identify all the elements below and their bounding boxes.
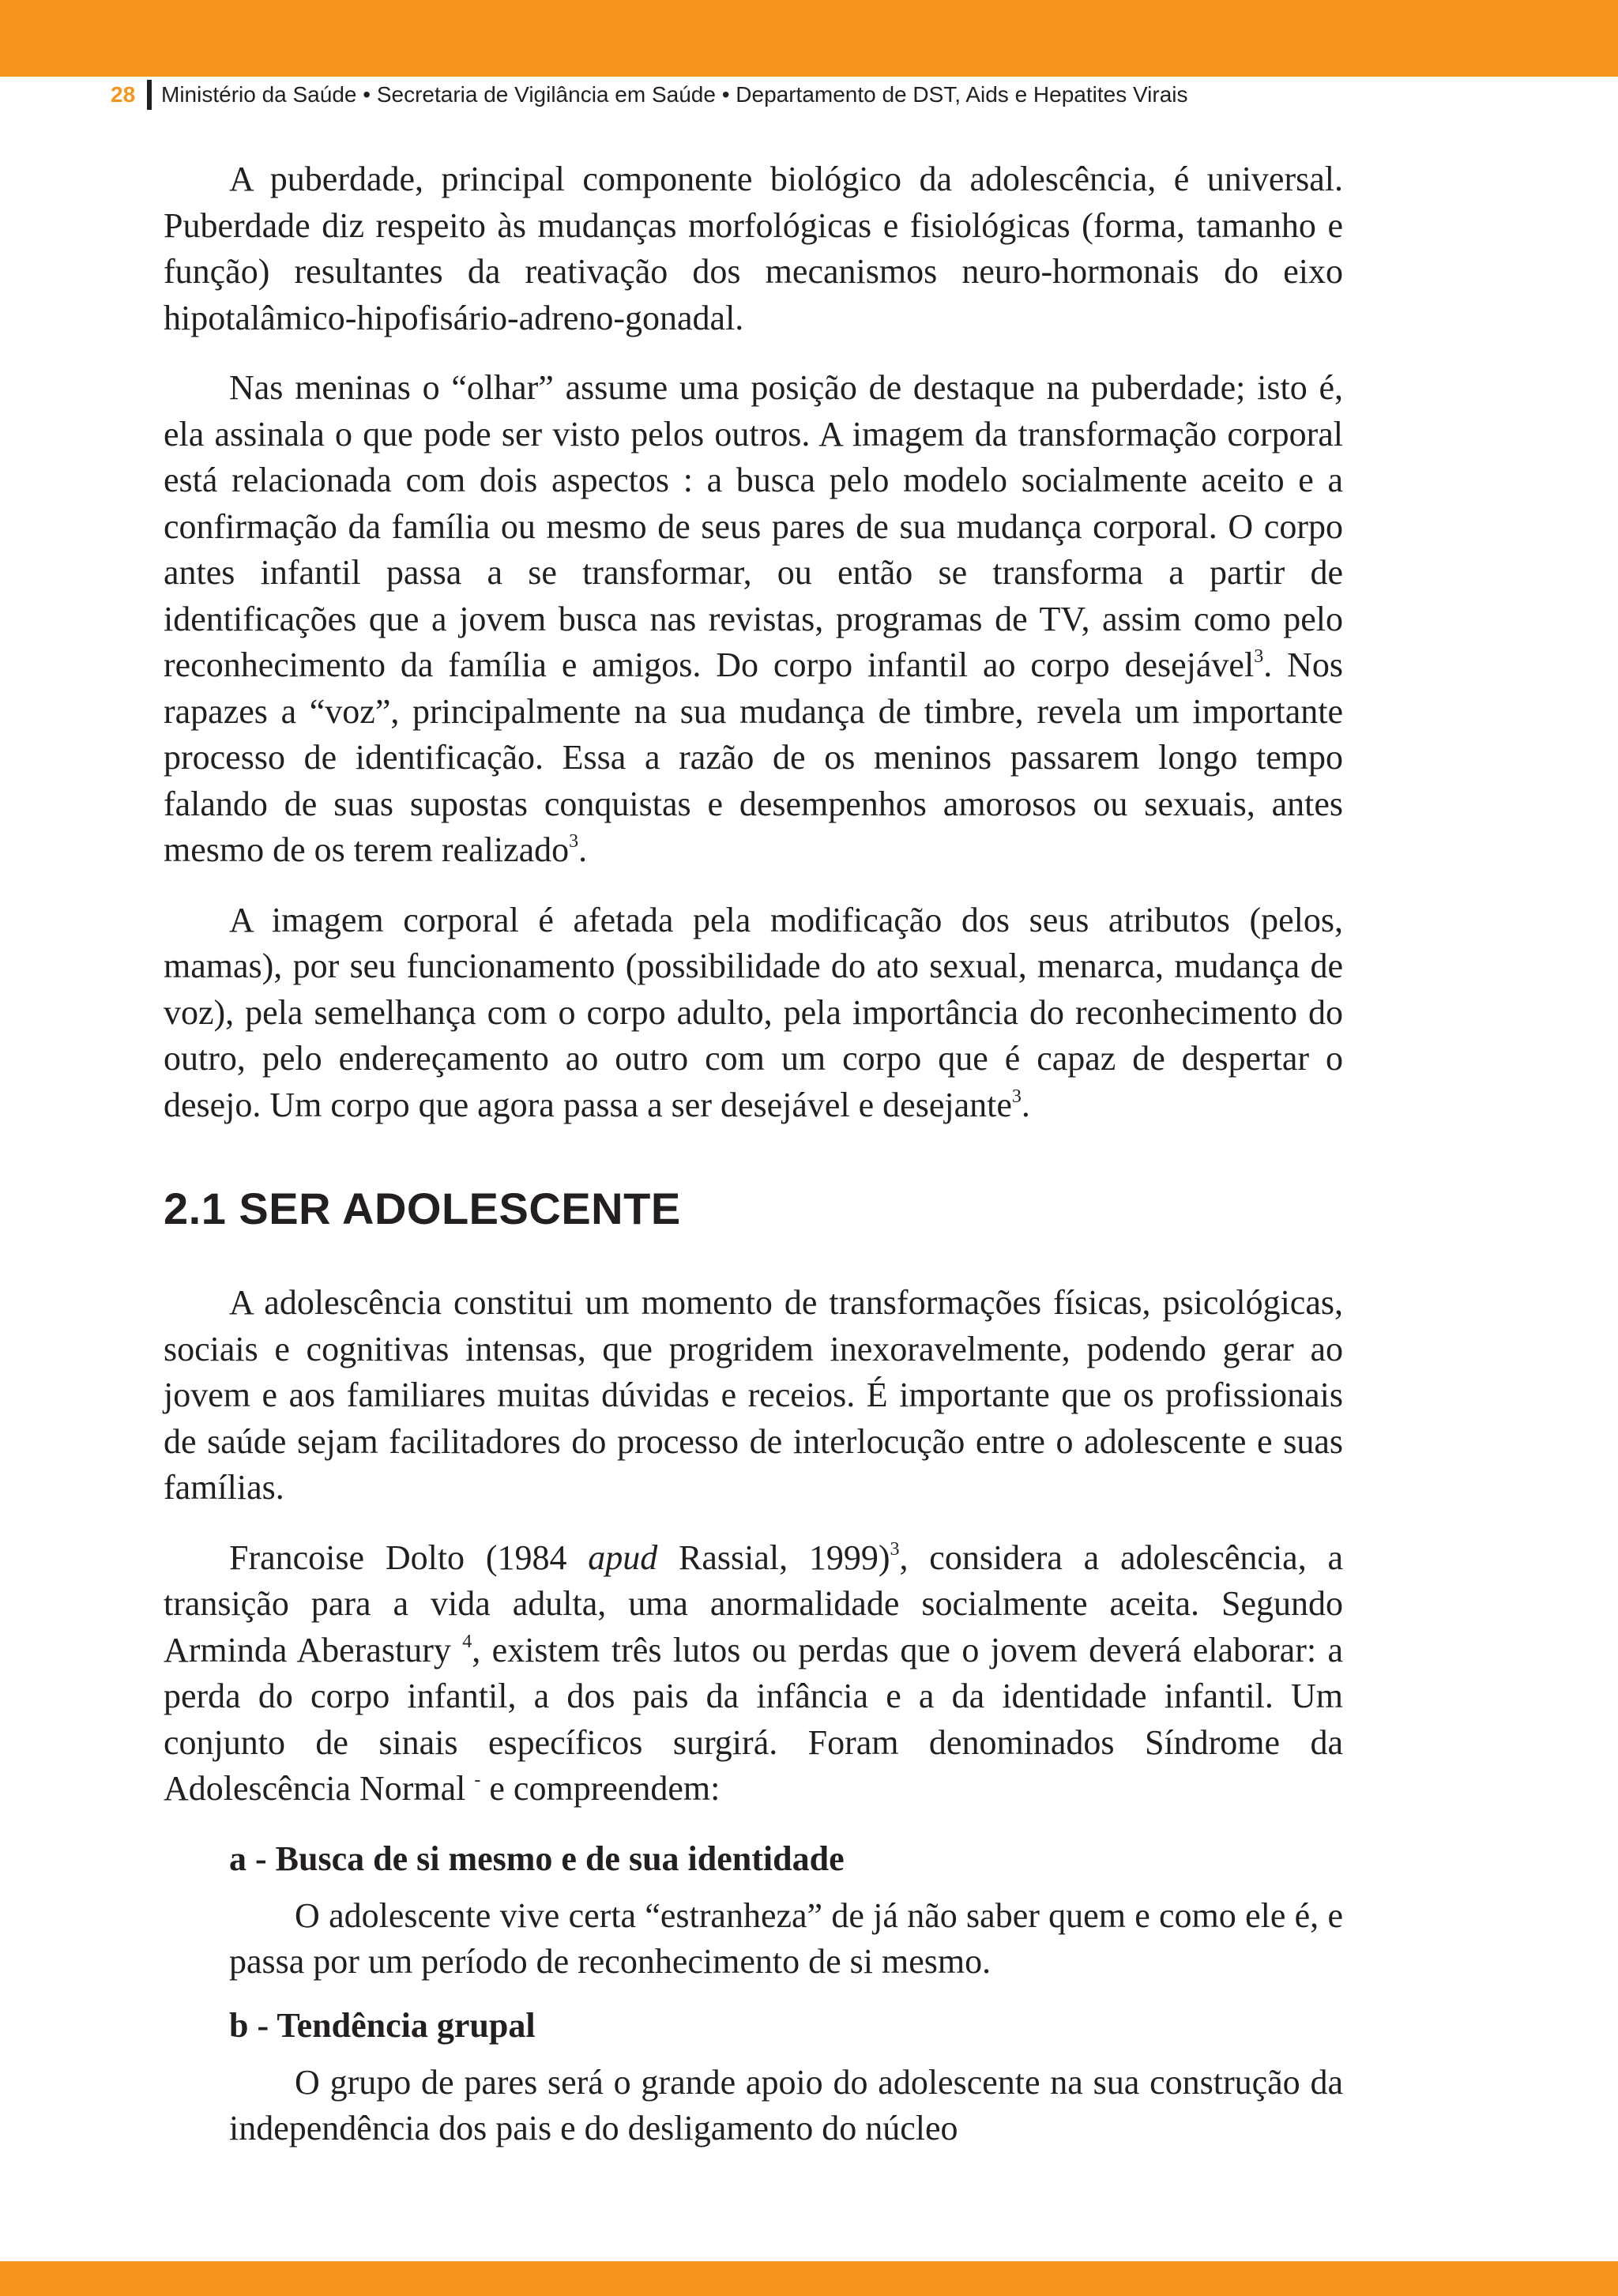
page-body bbox=[164, 156, 1343, 2170]
footnote-ref: 3 bbox=[569, 831, 579, 852]
paragraph-dolto bbox=[164, 1535, 1343, 1812]
list-item bbox=[229, 1836, 1343, 1985]
paragraph-meninas-olhar bbox=[164, 365, 1343, 874]
text-run: Francoise Dolto (1984 bbox=[229, 1538, 589, 1577]
footnote-ref: 3 bbox=[1254, 646, 1264, 667]
text-run: A imagem corporal é afetada pela modificação dos seus atributos (pelos, mamas), por seu funcionamento (possibilidade do ato sexual, menarca, mudança de voz), pela semelhança com o corpo adulto, pela importância do reconhecimento do outro, pelo endereçamento ao outro com um corpo que é capaz de despertar o desejo. Um corpo que agora passa a ser desejável e desejante bbox=[164, 900, 1343, 1124]
text-run: Nas meninas o “olhar” assume uma posição de destaque na puberdade; isto é, ela assinala o que pode ser visto pelos outros. A imagem da transformação corporal está relacionada com dois aspectos : a busca pelo modelo socialmente aceito e a confirmação da família ou mesmo de seus pares de sua mudança corporal. O corpo antes infantil passa a se transformar, ou então se transforma a partir de identificações que a jovem busca nas revistas, programas de TV, assim como pelo reconhecimento da família e amigos. Do corpo infantil ao corpo desejável bbox=[164, 368, 1343, 684]
item-heading: a - Busca de si mesmo e de sua identidade bbox=[229, 1839, 845, 1878]
top-color-band bbox=[0, 0, 1618, 77]
paragraph-imagem-corporal bbox=[164, 898, 1343, 1129]
italic-text: apud bbox=[588, 1538, 658, 1577]
item-heading: b - Tendência grupal bbox=[229, 2005, 536, 2045]
text-run: e compreendem: bbox=[480, 1769, 721, 1808]
item-text: O adolescente vive certa “estranheza” de já não saber quem e como ele é, e passa por um período de reconhecimento de si mesmo. bbox=[229, 1895, 1343, 1981]
text-run: . bbox=[1021, 1085, 1030, 1124]
footnote-ref: 3 bbox=[890, 1538, 900, 1560]
section-heading: 2.1 SER ADOLESCENTE bbox=[164, 1184, 681, 1233]
footnote-ref: 3 bbox=[1011, 1086, 1022, 1107]
page-number: 28 bbox=[111, 82, 136, 107]
footnote-ref: 4 bbox=[462, 1631, 472, 1652]
bottom-color-band bbox=[0, 2261, 1618, 2296]
paragraph-puberdade: A puberdade, principal componente biológico da adolescência, é universal. Puberdade diz respeito às mudanças morfológicas e fisiológicas (forma, tamanho e função) resultantes da reativação dos mecanismos neuro-hormonais do eixo hipotalâmico-hipofisário-adreno-gonadal. bbox=[164, 160, 1343, 337]
text-run: , considera a adolescência, a transição para a vida adulta, uma anormalidade socialmente aceita. Segundo Arminda Aberastury bbox=[164, 1538, 1343, 1669]
running-header bbox=[111, 79, 1188, 111]
item-text: O grupo de pares será o grande apoio do adolescente na sua construção da independência dos pais e do desligamento do núcleo bbox=[229, 2062, 1343, 2147]
footnote-ref: - bbox=[474, 1770, 481, 1790]
paragraph-adolescencia: A adolescência constitui um momento de transformações físicas, psicológicas, sociais e cognitivas intensas, que progridem inexoravelmente, podendo gerar ao jovem e aos familiares muitas dúvidas e receios. É importante que os profissionais de saúde sejam facilitadores do processo de interlocução entre o adolescente e suas famílias. bbox=[164, 1283, 1343, 1507]
list-item bbox=[229, 2003, 1343, 2152]
text-run: . Nos rapazes a “voz”, principalmente na sua mudança de timbre, revela um importante processo de identificação. Essa a razão de os meninos passarem longo tempo falando de suas supostas conquistas e desempenhos amorosos ou sexuais, antes mesmo de os terem realizado bbox=[164, 646, 1343, 869]
running-title: Ministério da Saúde • Secretaria de Vigilância em Saúde • Departamento de DST, Aids e Hepatites Virais bbox=[161, 82, 1188, 107]
text-run: . bbox=[578, 830, 588, 869]
text-run: , existem três lutos ou perdas que o jovem deverá elaborar: a perda do corpo infantil, a dos pais da infância e a da identidade infantil. Um conjunto de sinais específicos surgirá. Foram denominados Síndrome da Adolescência Normal bbox=[164, 1630, 1343, 1808]
header-divider bbox=[147, 80, 152, 110]
text-run: Rassial, 1999) bbox=[657, 1538, 890, 1577]
